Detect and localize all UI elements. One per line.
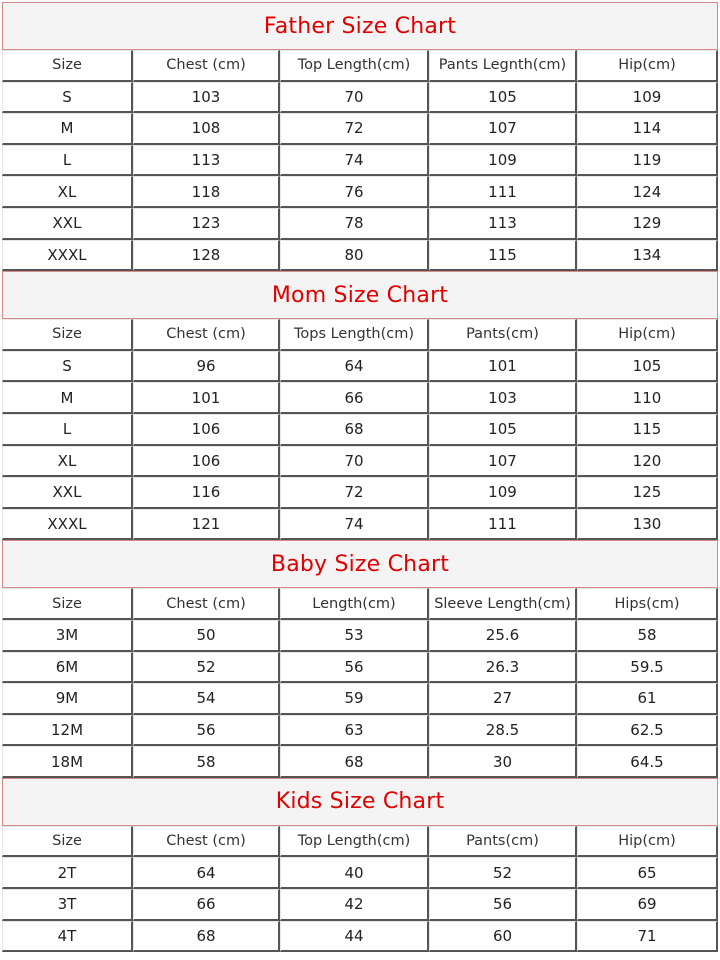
header-tops-length: Tops Length(cm) (280, 319, 429, 351)
header-hips: Hips(cm) (577, 588, 718, 620)
top-length-cell: 74 (280, 145, 429, 177)
chest-cell: 118 (133, 176, 280, 208)
size-cell: 4T (2, 921, 133, 953)
pants-cell: 105 (429, 414, 577, 446)
size-cell: S (2, 82, 133, 114)
hip-cell: 120 (577, 446, 718, 478)
hip-cell: 69 (577, 889, 718, 921)
tops-length-cell: 74 (280, 509, 429, 541)
header-size: Size (2, 319, 133, 351)
father-size-section (2, 2, 718, 271)
header-length: Length(cm) (280, 588, 429, 620)
chest-cell: 106 (133, 446, 280, 478)
chest-cell: 96 (133, 351, 280, 383)
tops-length-cell: 70 (280, 446, 429, 478)
chest-cell: 113 (133, 145, 280, 177)
hips-cell: 61 (577, 683, 718, 715)
table-row (2, 145, 718, 177)
pants-cell: 52 (429, 857, 577, 889)
header-size: Size (2, 826, 133, 858)
pants-length-cell: 107 (429, 113, 577, 145)
tops-length-cell: 66 (280, 382, 429, 414)
table-row (2, 889, 718, 921)
size-cell: XXL (2, 208, 133, 240)
pants-cell: 56 (429, 889, 577, 921)
hip-cell: 119 (577, 145, 718, 177)
length-cell: 53 (280, 620, 429, 652)
baby-size-section (2, 540, 718, 778)
size-cell: XXL (2, 477, 133, 509)
size-cell: 6M (2, 652, 133, 684)
hip-cell: 109 (577, 82, 718, 114)
mom-size-chart-title: Mom Size Chart (2, 271, 718, 319)
header-pants-length: Pants Legnth(cm) (429, 50, 577, 82)
size-cell: XXXL (2, 509, 133, 541)
chest-cell: 116 (133, 477, 280, 509)
hips-cell: 62.5 (577, 715, 718, 747)
chest-cell: 58 (133, 746, 280, 778)
table-row (2, 113, 718, 145)
size-cell: XXXL (2, 240, 133, 272)
hip-cell: 105 (577, 351, 718, 383)
length-cell: 59 (280, 683, 429, 715)
chest-cell: 68 (133, 921, 280, 953)
baby-size-table (2, 588, 718, 778)
pants-length-cell: 115 (429, 240, 577, 272)
chest-cell: 52 (133, 652, 280, 684)
sleeve-length-cell: 25.6 (429, 620, 577, 652)
chest-cell: 54 (133, 683, 280, 715)
hip-cell: 134 (577, 240, 718, 272)
header-hip: Hip(cm) (577, 826, 718, 858)
table-row (2, 620, 718, 652)
size-cell: XL (2, 446, 133, 478)
hip-cell: 71 (577, 921, 718, 953)
mom-size-table (2, 319, 718, 540)
size-cell: 9M (2, 683, 133, 715)
sleeve-length-cell: 27 (429, 683, 577, 715)
table-row (2, 921, 718, 953)
sleeve-length-cell: 26.3 (429, 652, 577, 684)
table-row (2, 652, 718, 684)
header-sleeve-length: Sleeve Length(cm) (429, 588, 577, 620)
table-row (2, 176, 718, 208)
chest-cell: 121 (133, 509, 280, 541)
table-row (2, 446, 718, 478)
top-length-cell: 78 (280, 208, 429, 240)
size-cell: L (2, 414, 133, 446)
header-size: Size (2, 50, 133, 82)
tops-length-cell: 72 (280, 477, 429, 509)
kids-size-chart-title: Kids Size Chart (2, 778, 718, 826)
father-size-chart-title: Father Size Chart (2, 2, 718, 50)
hips-cell: 59.5 (577, 652, 718, 684)
hip-cell: 129 (577, 208, 718, 240)
table-row (2, 240, 718, 272)
size-cell: M (2, 113, 133, 145)
header-hip: Hip(cm) (577, 50, 718, 82)
mom-size-section (2, 271, 718, 540)
table-row (2, 351, 718, 383)
pants-length-cell: 111 (429, 176, 577, 208)
top-length-cell: 40 (280, 857, 429, 889)
sleeve-length-cell: 30 (429, 746, 577, 778)
hip-cell: 124 (577, 176, 718, 208)
size-cell: 3T (2, 889, 133, 921)
header-chest: Chest (cm) (133, 826, 280, 858)
top-length-cell: 70 (280, 82, 429, 114)
top-length-cell: 80 (280, 240, 429, 272)
table-row (2, 208, 718, 240)
hip-cell: 110 (577, 382, 718, 414)
kids-size-section (2, 778, 718, 952)
chest-cell: 64 (133, 857, 280, 889)
size-cell: S (2, 351, 133, 383)
table-row (2, 382, 718, 414)
header-size: Size (2, 588, 133, 620)
baby-size-chart-title: Baby Size Chart (2, 540, 718, 588)
length-cell: 68 (280, 746, 429, 778)
pants-length-cell: 109 (429, 145, 577, 177)
father-size-table (2, 50, 718, 271)
top-length-cell: 72 (280, 113, 429, 145)
size-cell: L (2, 145, 133, 177)
tops-length-cell: 64 (280, 351, 429, 383)
hips-cell: 64.5 (577, 746, 718, 778)
table-row (2, 857, 718, 889)
size-cell: 3M (2, 620, 133, 652)
size-cell: M (2, 382, 133, 414)
hip-cell: 125 (577, 477, 718, 509)
pants-cell: 101 (429, 351, 577, 383)
chest-cell: 128 (133, 240, 280, 272)
hips-cell: 58 (577, 620, 718, 652)
table-row (2, 509, 718, 541)
size-cell: 12M (2, 715, 133, 747)
size-cell: 2T (2, 857, 133, 889)
chest-cell: 103 (133, 82, 280, 114)
pants-cell: 111 (429, 509, 577, 541)
pants-cell: 103 (429, 382, 577, 414)
table-row (2, 683, 718, 715)
table-row (2, 82, 718, 114)
chest-cell: 123 (133, 208, 280, 240)
mom-header-row (2, 319, 718, 351)
length-cell: 56 (280, 652, 429, 684)
size-cell: XL (2, 176, 133, 208)
hip-cell: 130 (577, 509, 718, 541)
hip-cell: 115 (577, 414, 718, 446)
sleeve-length-cell: 28.5 (429, 715, 577, 747)
header-pants: Pants(cm) (429, 826, 577, 858)
header-top-length: Top Length(cm) (280, 50, 429, 82)
pants-cell: 60 (429, 921, 577, 953)
header-chest: Chest (cm) (133, 319, 280, 351)
chest-cell: 108 (133, 113, 280, 145)
table-row (2, 746, 718, 778)
header-top-length: Top Length(cm) (280, 826, 429, 858)
chest-cell: 101 (133, 382, 280, 414)
header-hip: Hip(cm) (577, 319, 718, 351)
pants-length-cell: 105 (429, 82, 577, 114)
header-pants: Pants(cm) (429, 319, 577, 351)
chest-cell: 50 (133, 620, 280, 652)
kids-size-table (2, 826, 718, 952)
table-row (2, 715, 718, 747)
kids-header-row (2, 826, 718, 858)
tops-length-cell: 68 (280, 414, 429, 446)
table-row (2, 477, 718, 509)
header-chest: Chest (cm) (133, 588, 280, 620)
length-cell: 63 (280, 715, 429, 747)
hip-cell: 65 (577, 857, 718, 889)
chest-cell: 106 (133, 414, 280, 446)
chest-cell: 56 (133, 715, 280, 747)
header-chest: Chest (cm) (133, 50, 280, 82)
father-header-row (2, 50, 718, 82)
table-row (2, 414, 718, 446)
chest-cell: 66 (133, 889, 280, 921)
size-cell: 18M (2, 746, 133, 778)
top-length-cell: 42 (280, 889, 429, 921)
pants-cell: 109 (429, 477, 577, 509)
baby-header-row (2, 588, 718, 620)
top-length-cell: 76 (280, 176, 429, 208)
pants-cell: 107 (429, 446, 577, 478)
top-length-cell: 44 (280, 921, 429, 953)
hip-cell: 114 (577, 113, 718, 145)
pants-length-cell: 113 (429, 208, 577, 240)
